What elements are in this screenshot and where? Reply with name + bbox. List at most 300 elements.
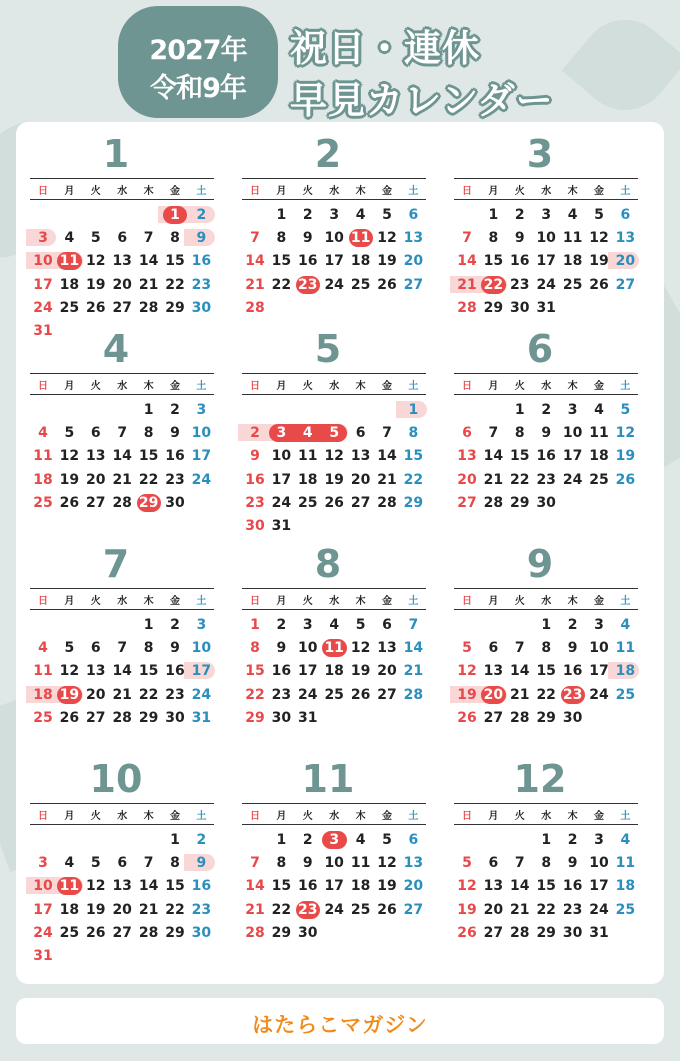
day-cell: 10 [324, 855, 344, 872]
day-cell: 7 [514, 855, 525, 872]
day-cell: 6 [488, 640, 499, 657]
day-cell: 27 [403, 276, 424, 293]
weekday-label: 土 [620, 811, 631, 822]
day-cell: 21 [483, 471, 504, 488]
day-cell: 2 [196, 207, 207, 223]
day-cell: 27 [112, 299, 132, 316]
weekday-label: 月 [488, 811, 499, 822]
day-cell: 23 [536, 471, 556, 488]
day-cell: 5 [594, 207, 604, 223]
weekday-label: 木 [143, 811, 154, 822]
weekday-label: 日 [38, 186, 48, 197]
day-cell: 1 [488, 207, 499, 223]
weekday-label: 木 [355, 186, 366, 197]
day-cell: 19 [589, 253, 609, 270]
day-cell: 11 [33, 448, 53, 465]
day-cell: 16 [562, 663, 583, 680]
day-cell: 23 [298, 276, 318, 293]
day-cell: 9 [250, 448, 260, 465]
page-title: 祝日・連休 [290, 27, 480, 70]
day-cell: 26 [457, 924, 477, 941]
month-label: 12 [513, 757, 567, 801]
weekday-header [454, 803, 638, 825]
day-cell: 30 [191, 924, 212, 941]
day-cell: 6 [382, 617, 392, 633]
day-cell: 4 [38, 640, 48, 657]
day-cell: 8 [143, 640, 154, 657]
day-cell: 11 [59, 878, 80, 895]
day-cell: 2 [514, 207, 525, 223]
weekday-label: 火 [90, 381, 101, 392]
day-cell: 9 [170, 425, 180, 442]
day-cell: 22 [271, 276, 292, 293]
weekday-label: 金 [382, 596, 392, 607]
day-cell: 28 [510, 709, 530, 726]
day-cell: 29 [245, 709, 265, 726]
day-cell: 15 [165, 878, 185, 895]
day-cell: 28 [112, 494, 132, 511]
day-cell: 28 [377, 494, 397, 511]
day-cell: 12 [615, 425, 636, 442]
day-cell: 29 [165, 924, 185, 941]
day-cell: 7 [117, 425, 128, 442]
weekday-label: 火 [90, 596, 101, 607]
weekday-header [242, 373, 426, 395]
day-cell: 10 [191, 425, 212, 442]
weekday-label: 金 [594, 811, 604, 822]
day-cell: 9 [196, 855, 207, 872]
day-cell: 22 [536, 901, 556, 918]
day-cell: 30 [271, 709, 292, 726]
day-cell: 6 [90, 640, 101, 657]
day-cell: 12 [457, 878, 477, 895]
day-cell: 29 [403, 494, 424, 511]
day-cell: 29 [138, 709, 159, 726]
day-cell: 9 [514, 230, 525, 247]
day-cell: 2 [541, 402, 552, 418]
day-cell: 28 [510, 924, 530, 941]
day-cell: 5 [620, 402, 631, 418]
day-cell: 28 [138, 924, 159, 941]
weekday-label: 月 [64, 381, 75, 392]
day-cell: 26 [86, 299, 106, 316]
weekday-label: 月 [276, 811, 287, 822]
day-cell: 6 [117, 230, 128, 247]
day-cell: 21 [245, 901, 265, 918]
day-cell: 25 [589, 471, 609, 488]
weekday-label: 月 [488, 381, 499, 392]
day-cell: 8 [408, 425, 419, 442]
day-cell: 10 [33, 878, 53, 895]
day-cell: 15 [483, 253, 504, 270]
day-cell: 14 [112, 448, 132, 465]
day-cell: 16 [165, 663, 185, 680]
day-cell: 2 [276, 617, 287, 633]
day-cell: 6 [117, 855, 128, 872]
day-cell: 24 [298, 686, 318, 703]
weekday-label: 月 [64, 596, 75, 607]
day-cell: 14 [245, 253, 265, 270]
day-cell: 17 [324, 878, 344, 895]
weekday-label: 月 [488, 596, 499, 607]
day-cell: 5 [462, 640, 472, 657]
weekday-label: 木 [567, 381, 578, 392]
day-cell: 6 [620, 207, 631, 223]
day-cell: 29 [271, 924, 292, 941]
day-cell: 21 [403, 663, 424, 680]
day-cell: 1 [170, 832, 180, 848]
day-cell: 4 [329, 617, 340, 633]
day-cell: 17 [589, 878, 609, 895]
day-cell: 1 [143, 402, 154, 418]
day-cell: 7 [117, 640, 128, 657]
day-cell: 16 [298, 253, 318, 270]
day-cell: 15 [536, 663, 556, 680]
day-cell: 12 [324, 448, 344, 465]
day-cell: 20 [377, 663, 397, 680]
day-cell: 14 [510, 878, 530, 895]
day-cell: 17 [562, 448, 583, 465]
day-cell: 20 [615, 253, 636, 270]
day-cell: 7 [250, 855, 260, 872]
day-cell: 31 [33, 948, 53, 964]
day-cell: 19 [86, 276, 106, 293]
day-cell: 13 [112, 253, 132, 270]
day-cell: 31 [589, 924, 609, 941]
day-cell: 5 [90, 855, 101, 872]
day-cell: 17 [589, 663, 609, 680]
day-cell: 6 [488, 855, 499, 872]
day-cell: 4 [567, 207, 578, 223]
day-cell: 6 [355, 425, 366, 442]
day-cell: 22 [483, 276, 504, 293]
day-cell: 23 [298, 901, 318, 918]
weekday-label: 水 [329, 186, 340, 197]
page-subtitle: 早見カレンダー [290, 79, 554, 122]
day-cell: 24 [191, 471, 212, 488]
month-label: 5 [314, 327, 342, 371]
day-cell: 2 [170, 617, 180, 633]
day-cell: 25 [615, 686, 636, 703]
day-cell: 7 [143, 230, 154, 247]
day-cell: 7 [462, 230, 472, 247]
day-cell: 7 [514, 640, 525, 657]
day-cell: 28 [403, 686, 424, 703]
day-cell: 5 [329, 425, 340, 442]
day-cell: 16 [510, 253, 530, 270]
day-cell: 15 [271, 878, 292, 895]
era-label: 令和9年 [150, 73, 246, 104]
day-cell: 17 [33, 901, 53, 918]
weekday-label: 水 [541, 186, 552, 197]
day-cell: 26 [377, 901, 397, 918]
weekday-label: 水 [541, 596, 552, 607]
day-cell: 24 [562, 471, 583, 488]
day-cell: 13 [377, 640, 397, 657]
weekday-label: 土 [196, 596, 207, 607]
day-cell: 4 [64, 230, 75, 247]
day-cell: 23 [562, 901, 583, 918]
month-label: 6 [526, 327, 554, 371]
day-cell: 7 [488, 425, 499, 442]
day-cell: 15 [536, 878, 556, 895]
day-cell: 19 [377, 253, 397, 270]
day-cell: 4 [64, 855, 75, 872]
weekday-label: 火 [302, 186, 313, 197]
day-cell: 12 [350, 640, 371, 657]
day-cell: 22 [510, 471, 530, 488]
day-cell: 15 [138, 663, 159, 680]
day-cell: 28 [483, 494, 504, 511]
day-cell: 10 [536, 230, 556, 247]
weekday-label: 火 [514, 381, 525, 392]
day-cell: 26 [324, 494, 344, 511]
day-cell: 19 [457, 686, 477, 703]
day-cell: 14 [403, 640, 424, 657]
day-cell: 15 [138, 448, 159, 465]
day-cell: 24 [33, 924, 53, 941]
day-cell: 13 [112, 878, 132, 895]
day-cell: 23 [191, 276, 212, 293]
day-cell: 15 [403, 448, 424, 465]
day-cell: 6 [408, 207, 419, 223]
weekday-label: 木 [567, 596, 578, 607]
day-cell: 19 [350, 663, 371, 680]
day-cell: 12 [589, 230, 609, 247]
day-cell: 3 [329, 207, 340, 223]
day-cell: 7 [408, 617, 419, 633]
weekday-label: 木 [567, 186, 578, 197]
day-cell: 21 [245, 276, 265, 293]
day-cell: 19 [377, 878, 397, 895]
day-cell: 11 [59, 253, 80, 270]
day-cell: 9 [302, 855, 313, 872]
brand-logo[interactable]: はたらこマガジン [252, 1013, 428, 1037]
day-cell: 11 [350, 855, 371, 872]
day-cell: 13 [86, 448, 106, 465]
day-cell: 3 [196, 402, 207, 418]
day-cell: 30 [191, 299, 212, 316]
weekday-label: 木 [355, 811, 366, 822]
day-cell: 27 [377, 686, 397, 703]
day-cell: 8 [276, 230, 287, 247]
weekday-label: 日 [250, 186, 260, 197]
weekday-label: 金 [170, 596, 180, 607]
day-cell: 29 [536, 709, 556, 726]
day-cell: 19 [86, 901, 106, 918]
weekday-label: 水 [541, 381, 552, 392]
day-cell: 23 [245, 494, 265, 511]
weekday-label: 金 [594, 381, 604, 392]
day-cell: 17 [271, 471, 292, 488]
day-cell: 3 [302, 617, 313, 633]
day-cell: 2 [567, 832, 578, 848]
day-cell: 13 [483, 878, 504, 895]
day-cell: 28 [245, 924, 265, 941]
day-cell: 21 [138, 276, 159, 293]
day-cell: 4 [355, 207, 366, 223]
day-cell: 1 [541, 832, 552, 848]
weekday-label: 日 [462, 381, 472, 392]
day-cell: 1 [276, 832, 287, 848]
day-cell: 13 [403, 230, 424, 247]
weekday-label: 金 [170, 186, 180, 197]
day-cell: 13 [457, 448, 477, 465]
day-cell: 13 [615, 230, 636, 247]
day-cell: 6 [408, 832, 419, 848]
day-cell: 12 [59, 448, 80, 465]
weekday-label: 土 [620, 381, 631, 392]
day-cell: 1 [276, 207, 287, 223]
weekday-label: 火 [514, 811, 525, 822]
day-cell: 24 [191, 686, 212, 703]
day-cell: 12 [86, 878, 106, 895]
weekday-label: 水 [329, 596, 340, 607]
day-cell: 8 [170, 855, 180, 872]
weekday-label: 火 [90, 811, 101, 822]
month-label: 11 [301, 757, 355, 801]
day-cell: 20 [86, 686, 106, 703]
day-cell: 31 [536, 299, 556, 316]
day-cell: 31 [271, 518, 292, 534]
day-cell: 24 [589, 901, 609, 918]
year-label: 2027年 [149, 35, 247, 66]
day-cell: 25 [59, 299, 80, 316]
weekday-header [454, 588, 638, 610]
day-cell: 18 [615, 663, 636, 680]
weekday-label: 水 [541, 811, 552, 822]
day-cell: 24 [589, 686, 609, 703]
day-cell: 13 [483, 663, 504, 680]
day-cell: 3 [567, 402, 578, 418]
day-cell: 10 [33, 253, 53, 270]
day-cell: 28 [245, 299, 265, 316]
day-cell: 2 [302, 832, 313, 848]
day-cell: 10 [298, 640, 318, 657]
day-cell: 21 [510, 901, 530, 918]
weekday-label: 日 [38, 811, 48, 822]
day-cell: 18 [324, 663, 344, 680]
day-cell: 14 [510, 663, 530, 680]
day-cell: 26 [59, 494, 80, 511]
day-cell: 29 [483, 299, 504, 316]
day-cell: 14 [138, 253, 159, 270]
day-cell: 31 [298, 709, 318, 726]
day-cell: 11 [298, 448, 318, 465]
day-cell: 13 [86, 663, 106, 680]
day-cell: 23 [165, 686, 185, 703]
weekday-header [30, 373, 214, 395]
day-cell: 2 [567, 617, 578, 633]
weekday-header [242, 803, 426, 825]
day-cell: 7 [250, 230, 260, 247]
weekday-label: 土 [620, 596, 631, 607]
day-cell: 19 [457, 901, 477, 918]
weekday-label: 火 [302, 596, 313, 607]
weekday-label: 土 [408, 381, 419, 392]
day-cell: 18 [562, 253, 583, 270]
day-cell: 21 [457, 276, 477, 293]
day-cell: 26 [86, 924, 106, 941]
day-cell: 10 [271, 448, 292, 465]
weekday-label: 金 [382, 186, 392, 197]
day-cell: 9 [196, 230, 207, 247]
day-cell: 4 [594, 402, 604, 418]
day-cell: 3 [38, 230, 48, 247]
day-cell: 11 [615, 640, 636, 657]
day-cell: 11 [324, 640, 344, 657]
weekday-label: 日 [462, 186, 472, 197]
day-cell: 3 [594, 832, 604, 848]
day-cell: 23 [562, 686, 583, 703]
weekday-label: 日 [38, 381, 48, 392]
day-cell: 18 [615, 878, 636, 895]
day-cell: 15 [165, 253, 185, 270]
day-cell: 6 [90, 425, 101, 442]
day-cell: 12 [377, 230, 397, 247]
day-cell: 26 [615, 471, 636, 488]
weekday-label: 月 [276, 596, 287, 607]
day-cell: 5 [64, 640, 75, 657]
day-cell: 20 [403, 253, 424, 270]
weekday-label: 土 [620, 186, 631, 197]
day-cell: 17 [191, 663, 212, 680]
day-cell: 12 [457, 663, 477, 680]
day-cell: 14 [138, 878, 159, 895]
day-cell: 3 [541, 207, 552, 223]
day-cell: 9 [276, 640, 287, 657]
day-cell: 7 [382, 425, 392, 442]
day-cell: 22 [138, 471, 159, 488]
day-cell: 18 [33, 686, 53, 703]
day-cell: 21 [112, 686, 132, 703]
day-cell: 7 [143, 855, 154, 872]
weekday-label: 金 [382, 811, 392, 822]
day-cell: 11 [615, 855, 636, 872]
day-cell: 25 [33, 709, 53, 726]
day-cell: 11 [562, 230, 583, 247]
day-cell: 17 [324, 253, 344, 270]
day-cell: 8 [541, 640, 552, 657]
month-label: 8 [314, 542, 342, 586]
day-cell: 19 [59, 471, 80, 488]
day-cell: 26 [457, 709, 477, 726]
day-cell: 30 [536, 494, 556, 511]
day-cell: 26 [377, 276, 397, 293]
day-cell: 16 [271, 663, 292, 680]
day-cell: 24 [536, 276, 556, 293]
footer [16, 998, 664, 1044]
day-cell: 30 [165, 709, 185, 726]
day-cell: 16 [536, 448, 556, 465]
weekday-label: 月 [64, 811, 75, 822]
day-cell: 15 [510, 448, 530, 465]
day-cell: 18 [298, 471, 318, 488]
day-cell: 3 [276, 425, 287, 442]
day-cell: 27 [483, 709, 504, 726]
day-cell: 1 [143, 617, 154, 633]
weekday-label: 火 [90, 186, 101, 197]
weekday-label: 月 [276, 381, 287, 392]
day-cell: 16 [245, 471, 265, 488]
day-cell: 17 [33, 276, 53, 293]
day-cell: 15 [245, 663, 265, 680]
day-cell: 9 [170, 640, 180, 657]
day-cell: 10 [191, 640, 212, 657]
day-cell: 16 [298, 878, 318, 895]
day-cell: 10 [589, 640, 609, 657]
day-cell: 3 [38, 855, 48, 872]
